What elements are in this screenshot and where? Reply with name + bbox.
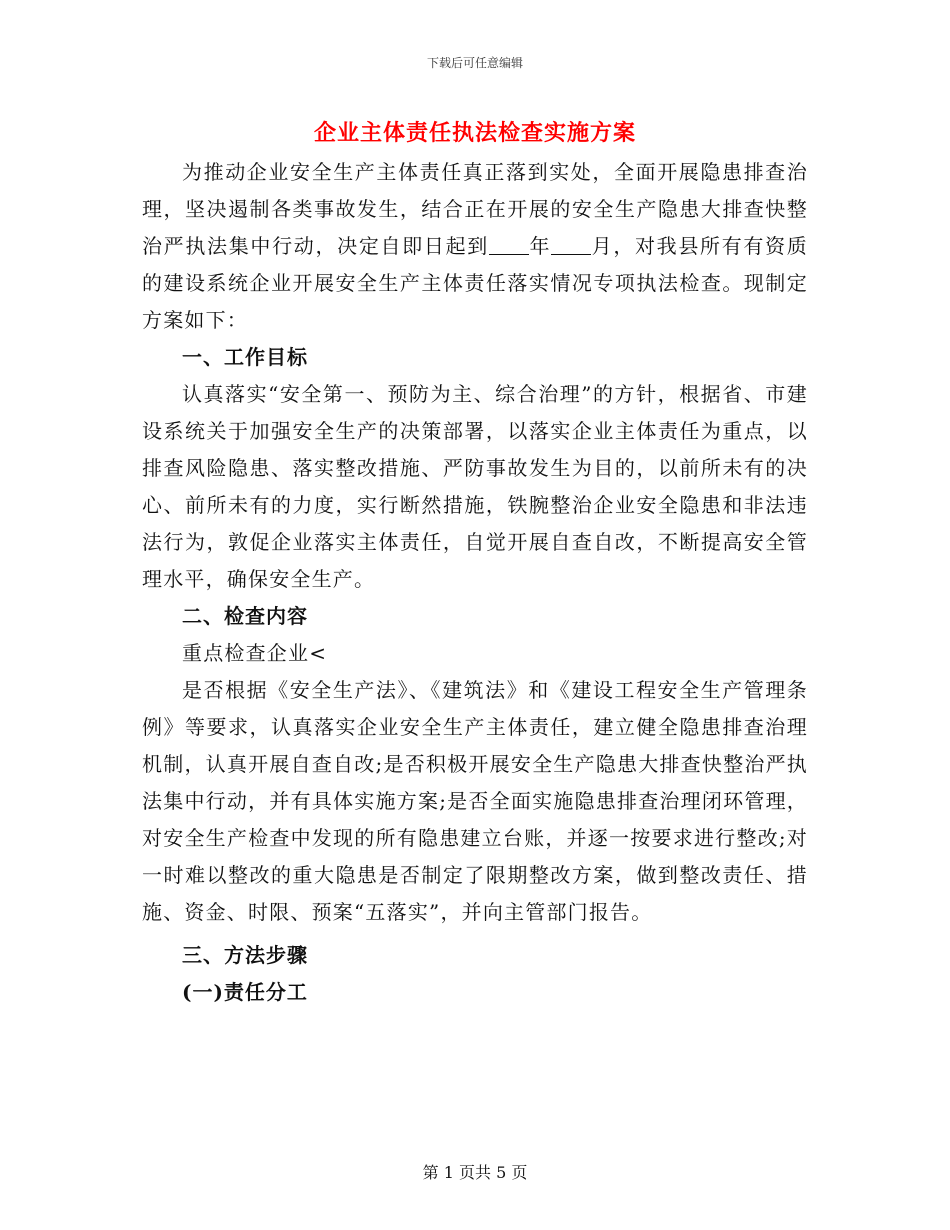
document-body <box>142 154 808 1011</box>
month-label: 月 <box>591 234 614 258</box>
section-content-sub: 重点检查企业< <box>182 641 328 665</box>
header-note: 下载后可任意编辑 <box>426 56 523 70</box>
section-steps-subheading: (一)责任分工 <box>182 980 308 1004</box>
intro-paragraph <box>142 154 808 339</box>
year-label: 年 <box>528 234 552 258</box>
month-blank <box>551 234 591 255</box>
document-title: 企业主体责任执法检查实施方案 <box>313 120 636 146</box>
section-heading-goal: 一、工作目标 <box>182 345 308 369</box>
intro-text-part2: ，对我县所有有资质的建设系统企业开展安全生产主体责任落实情况专项执法检查。现制定方案如下： <box>142 234 808 332</box>
section-goal-text: 认真落实“安全第一、预防为主、综合治理”的方针，根据省、市建设系统关于加强安全生产的决策部署，以落实企业主体责任为重点，以排查风险隐患、落实整改措施、严防事故发生为目的，以前所未有的决心、前所未有的力度，实行断然措施，铁腕整治企业安全隐患和非法违法行为，敦促企业落实主体责任，自觉开展自查自改，不断提高安全管理水平，确保安全生产。 <box>142 382 808 591</box>
section-heading-steps: 三、方法步骤 <box>182 943 308 967</box>
section-content-text: 是否根据《安全生产法》、《建筑法》和《建设工程安全生产管理条例》等要求，认真落实企业安全生产主体责任，建立健全隐患排查治理机制，认真开展自查自改;是否积极开展安全生产隐患大排查快整治严执法集中行动，并有具体实施方案;是否全面实施隐患排查治理闭环管理，对安全生产检查中发现的所有隐患建立台账，并逐一按要求进行整改;对一时难以整改的重大隐患是否制定了限期整改方案，做到整改责任、措施、资金、时限、预案“五落实”，并向主管部门报告。 <box>142 678 808 924</box>
intro-text-part1: 为推动企业安全生产主体责任真正落到实处，全面开展隐患排查治理，坚决遏制各类事故发生，结合正在开展的安全生产隐患大排查快整治严执法集中行动，决定自即日起到 <box>142 160 808 258</box>
page-footer: 第 1 页共 5 页 <box>422 1163 528 1182</box>
section-heading-content: 二、检查内容 <box>182 604 308 628</box>
year-blank <box>489 234 529 255</box>
